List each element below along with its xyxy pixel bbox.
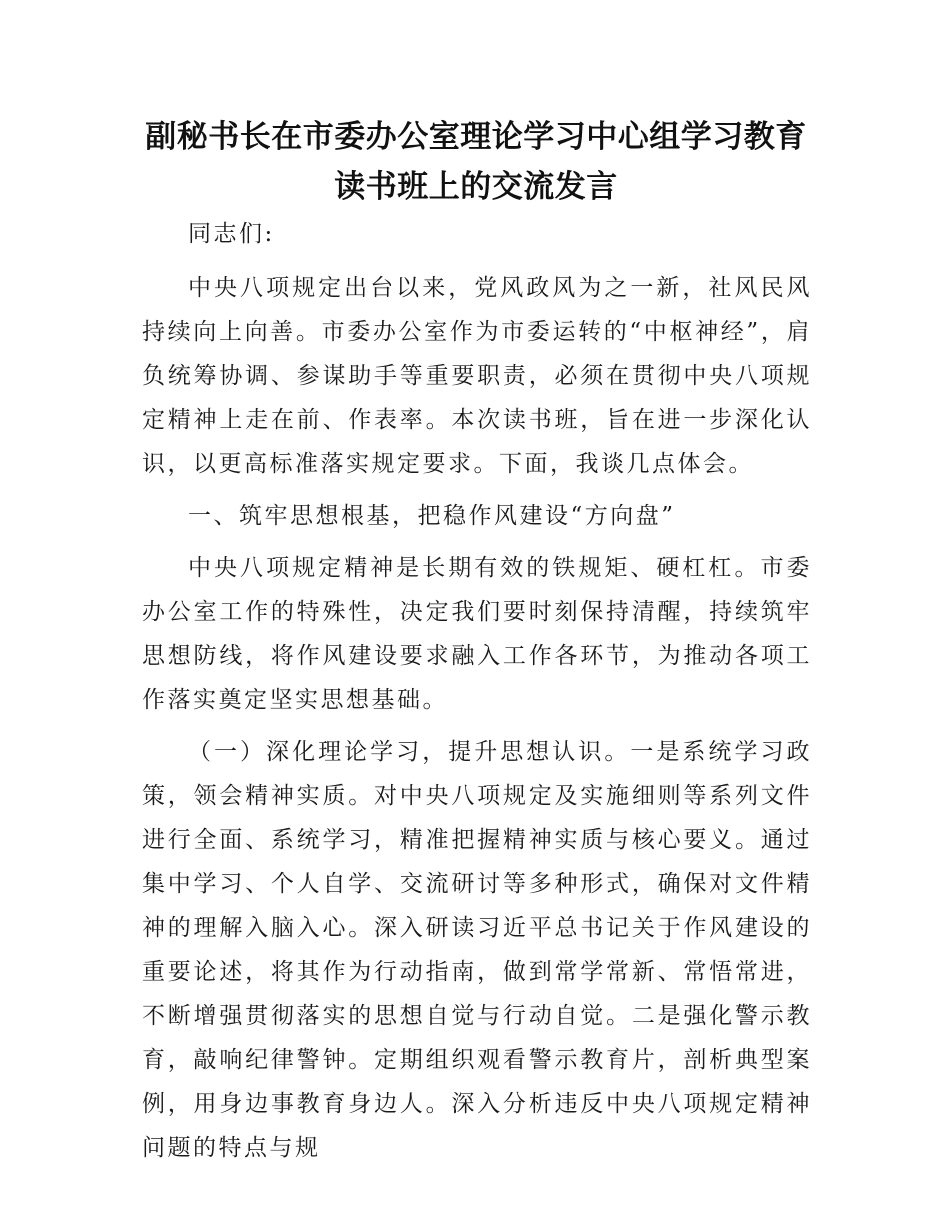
salutation: 同志们: <box>188 221 275 247</box>
section-1-heading: 一、筑牢思想根基，把稳作风建设“方向盘” <box>188 503 676 529</box>
intro-paragraph: 中央八项规定出台以来，党风政风为之一新，社风民风持续向上向善。市委办公室作为市委运转的“中枢神经”，肩负统筹协调、参谋助手等重要职责，必须在贯彻中央八项规定精神上走在前、作表率。本次读书班，旨在进一步深化认识，以更高标准落实规定要求。下面，我谈几点体会。 <box>142 275 812 477</box>
section-1-paragraph: 中央八项规定精神是长期有效的铁规矩、硬杠杠。市委办公室工作的特殊性，决定我们要时刻保持清醒，持续筑牢思想防线，将作风建设要求融入工作各环节，为推动各项工作落实奠定坚实思想基础。 <box>142 555 812 713</box>
document-body <box>142 212 812 1170</box>
document-title: 副秘书长在市委办公室理论学习中心组学习教育读书班上的交流发言 <box>145 119 807 205</box>
subsection-1-paragraph: （一）深化理论学习，提升思想认识。一是系统学习政策，领会精神实质。对中央八项规定及实施细则等系列文件进行全面、系统学习，精准把握精神实质与核心要义。通过集中学习、个人自学、交流研讨等多种形式，确保对文件精神的理解入脑入心。深入研读习近平总书记关于作风建设的重要论述，将其作为行动指南，做到常学常新、常悟常进，不断增强贯彻落实的思想自觉与行动自觉。二是强化警示教育，敲响纪律警钟。定期组织观看警示教育片，剖析典型案例，用身边事教育身边人。深入分析违反中央八项规定精神问题的特点与规 <box>142 739 812 1161</box>
